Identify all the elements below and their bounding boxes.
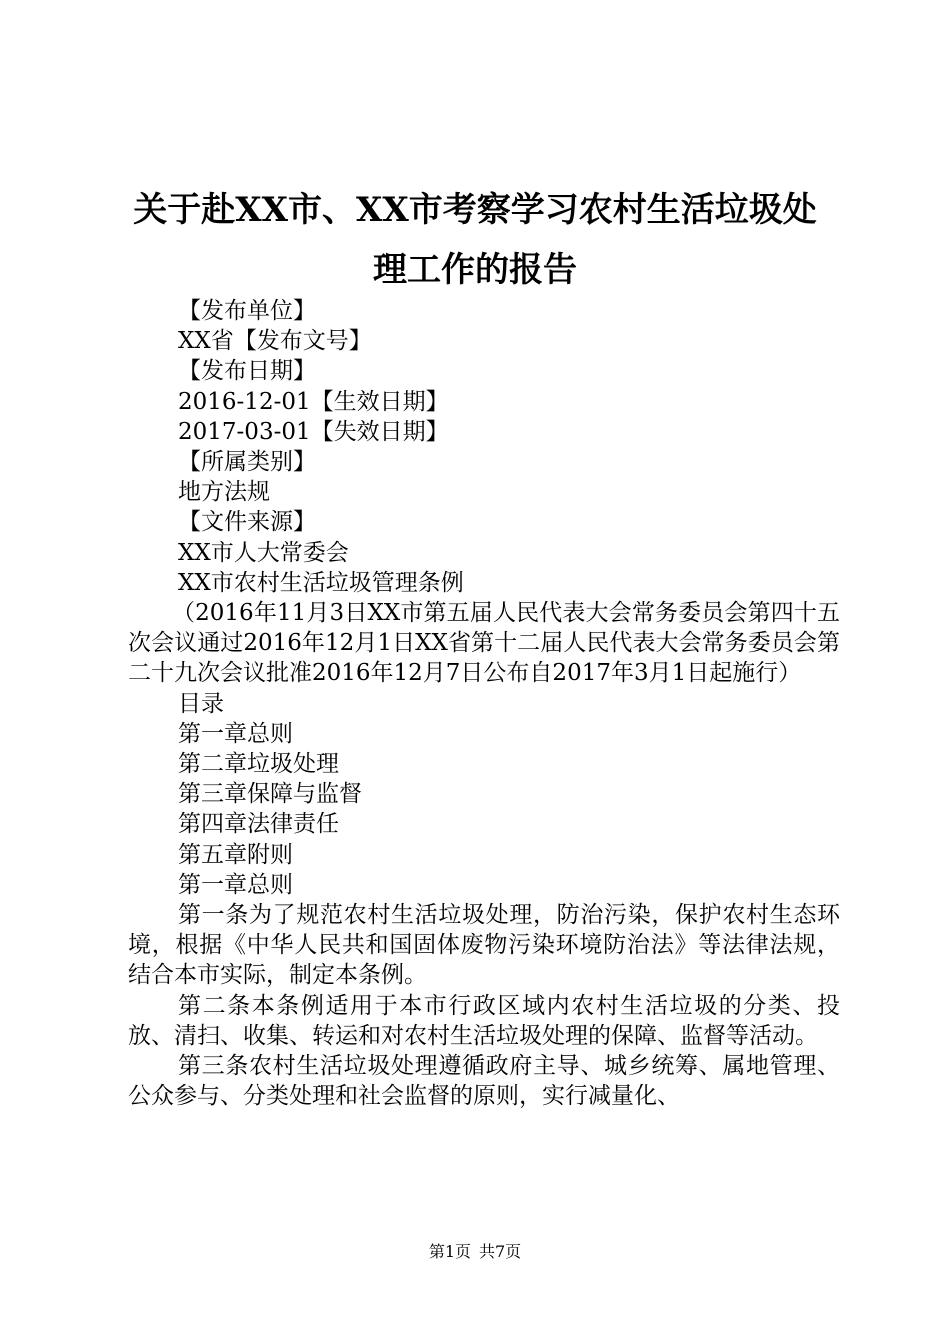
article-3: 第三条农村生活垃圾处理遵循政府主导、城乡统筹、属地管理、公众参与、分类处理和社会监督的原则，实行减量化、 (128, 1053, 840, 1110)
page-number: 第1页 (428, 1242, 471, 1261)
meta-effective-date-label: 2016-12-01【生效日期】 (178, 388, 449, 415)
meta-expiry-date-label: 2017-03-01【失效日期】 (178, 418, 449, 445)
meta-publisher-label: 【发布单位】 (178, 298, 316, 324)
document-body (128, 296, 840, 1111)
article-2: 第二条本条例适用于本市行政区域内农村生活垃圾的分类、投放、清扫、收集、转运和对农村生活垃圾处理的保障、监督等活动。 (128, 992, 840, 1049)
page-footer (0, 1242, 950, 1262)
page-total: 共7页 (479, 1242, 522, 1261)
toc-item-chapter-1: 第一章总则 (178, 720, 293, 747)
article-1: 第一条为了规范农村生活垃圾处理，防治污染，保护农村生态环境，根据《中华人民共和国固体废物污染环境防治法》等法律法规，结合本市实际，制定本条例。 (128, 902, 840, 989)
enactment-note: （2016年11月3日XX市第五届人民代表大会常务委员会第四十五次会议通过2016年12月1日XX省第十二届人民代表大会常务委员会第二十九次会议批准2016年12月7日公布自2017年3月1日起施行） (128, 600, 840, 687)
regulation-name: XX市农村生活垃圾管理条例 (178, 569, 464, 596)
meta-category-value: 地方法规 (178, 479, 270, 506)
meta-category-label: 【所属类别】 (178, 449, 316, 476)
toc-heading: 目录 (178, 690, 224, 717)
document-title-line-1: 关于赴XX市、XX市考察学习农村生活垃圾处 (133, 190, 817, 230)
toc-item-chapter-2: 第二章垃圾处理 (178, 751, 339, 778)
toc-item-chapter-3: 第三章保障与监督 (178, 781, 362, 808)
document-title-line-2: 理工作的报告 (373, 250, 577, 290)
meta-source-label: 【文件来源】 (178, 509, 316, 536)
meta-publish-date-label: 【发布日期】 (178, 358, 316, 385)
toc-item-chapter-4: 第四章法律责任 (178, 811, 339, 838)
toc-item-chapter-5: 第五章附则 (178, 841, 293, 868)
meta-doc-number-label: XX省【发布文号】 (178, 328, 372, 355)
chapter-heading: 第一章总则 (178, 871, 293, 898)
meta-source-value: XX市人大常委会 (178, 539, 349, 566)
